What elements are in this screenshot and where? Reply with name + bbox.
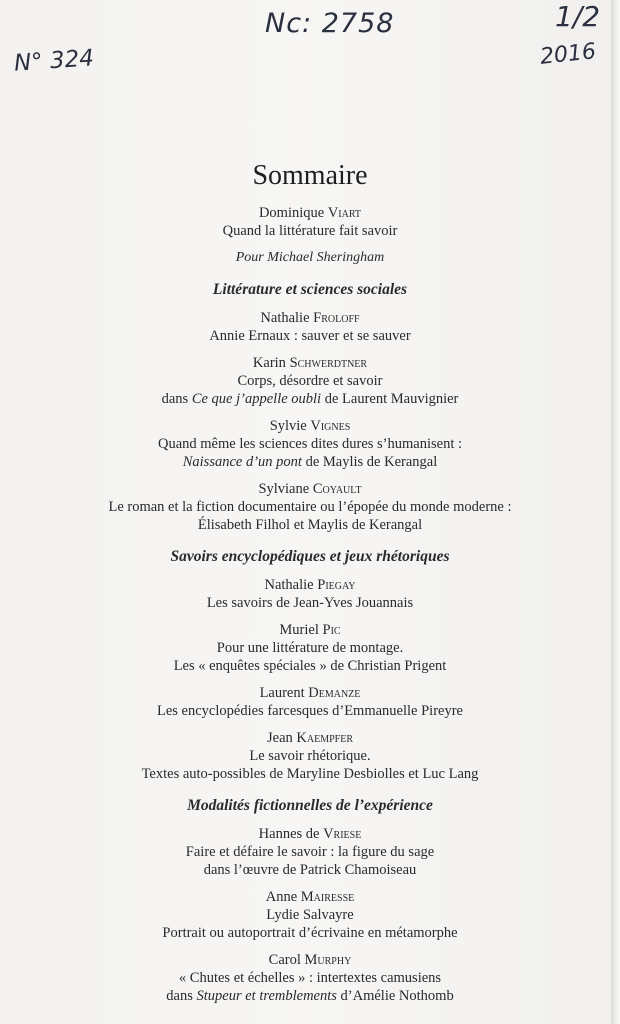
section-heading: Littérature et sciences sociales	[212, 281, 408, 298]
author-first-name: Jean	[267, 730, 297, 746]
article-title-line: Textes auto-possibles de Maryline Desbiolles et Luc Lang	[141, 766, 479, 782]
author-last-name: Coyault	[312, 481, 362, 497]
article-title-line: Les encyclopédies farcesques d’Emmanuelle Pireyre	[157, 703, 463, 719]
article-title-line: Pour une littérature de montage.	[216, 640, 404, 656]
toc-entry	[40, 480, 580, 534]
section-heading: Savoirs encyclopédiques et jeux rhétoriques	[170, 548, 450, 565]
author-last-name: Piegay	[317, 577, 356, 593]
author-first-name: Sylviane	[258, 481, 313, 497]
article-title-line: « Chutes et échelles » : intertextes camusiens	[178, 970, 442, 986]
article-title-line: Les savoirs de Jean-Yves Jouannais	[206, 595, 414, 611]
handwritten-year: 2016	[538, 39, 598, 70]
handwritten-issue-number: N° 324	[13, 45, 95, 77]
title-text: dans	[166, 988, 197, 1004]
author	[40, 621, 580, 639]
author-last-name: Murphy	[304, 952, 352, 968]
toc-entry	[40, 309, 580, 345]
author-last-name: Vignes	[310, 418, 351, 434]
author-first-name: Karin	[252, 355, 290, 371]
book-title: Naissance d’un pont	[182, 454, 302, 470]
title-text: de Maylis de Kerangal	[301, 454, 438, 470]
author	[40, 951, 580, 969]
article-title-line: Le savoir rhétorique.	[249, 748, 371, 764]
author	[40, 888, 580, 906]
sections	[40, 281, 580, 1005]
toc-entry	[40, 684, 580, 720]
author	[40, 354, 580, 372]
author-first-name: Laurent	[259, 685, 309, 701]
book-title: Stupeur et tremblements	[196, 988, 337, 1004]
article-title-line: Les « enquêtes spéciales » de Christian Prigent	[173, 658, 447, 674]
article-title-line: Portrait ou autoportrait d’écrivaine en métamorphe	[162, 925, 458, 941]
toc-entry	[40, 729, 580, 783]
author-last-name: Pic	[322, 622, 341, 638]
author-last-name: Froloff	[313, 310, 360, 326]
section-heading: Modalités fictionnelles de l’expérience	[187, 797, 433, 814]
title-text: dans	[161, 391, 192, 407]
author-first-name: Anne	[265, 889, 301, 905]
dedication: Pour Michael Sheringham	[235, 250, 385, 265]
article-title-line: Quand même les sciences dites dures s’humanisent :	[157, 436, 463, 452]
page-title: Sommaire	[252, 160, 368, 191]
author-first-name: Sylvie	[269, 418, 311, 434]
toc-entry	[40, 417, 580, 471]
author	[40, 480, 580, 498]
article-title-line: Annie Ernaux : sauver et se sauver	[209, 328, 411, 344]
article-title-line: Faire et défaire le savoir : la figure du sage	[185, 844, 435, 860]
toc-entry	[40, 621, 580, 675]
author	[40, 309, 580, 327]
author-first-name: Nathalie	[264, 577, 318, 593]
page-edge	[611, 0, 620, 1024]
author-first-name: Nathalie	[260, 310, 314, 326]
author-last-name: Schwerdtner	[289, 355, 368, 371]
article-title-line: Corps, désordre et savoir	[237, 373, 383, 389]
author	[40, 204, 580, 222]
article-title-line: Élisabeth Filhol et Maylis de Kerangal	[197, 517, 423, 533]
author	[40, 684, 580, 702]
handwritten-part: 1/2	[555, 0, 601, 33]
author-last-name: Kaempfer	[296, 730, 353, 746]
intro-entry	[40, 204, 580, 240]
author	[40, 417, 580, 435]
handwritten-call-number: Nc: 2758	[265, 8, 395, 39]
author-first-name: Muriel	[279, 622, 323, 638]
toc-entry	[40, 888, 580, 942]
article-title-line	[40, 987, 580, 1005]
author-last-name: Demanze	[308, 685, 361, 701]
article-title-line: dans l’œuvre de Patrick Chamoiseau	[203, 862, 417, 878]
article-title: Quand la littérature fait savoir	[222, 223, 398, 239]
author-first-name: Hannes de	[258, 826, 324, 842]
article-title-line: Le roman et la fiction documentaire ou l’épopée du monde moderne :	[108, 499, 512, 515]
book-title: Ce que j’appelle oubli	[191, 391, 322, 407]
author	[40, 576, 580, 594]
article-title-line	[40, 453, 580, 471]
title-text: de Laurent Mauvignier	[321, 391, 459, 407]
author-first-name: Dominique	[258, 205, 325, 221]
author-last-name: Vriese	[323, 826, 362, 842]
author-last-name: Mairesse	[300, 889, 355, 905]
author-first-name: Carol	[268, 952, 305, 968]
toc-entry	[40, 354, 580, 408]
toc-entry	[40, 951, 580, 1005]
toc-entry	[40, 825, 580, 879]
author	[40, 729, 580, 747]
author	[40, 825, 580, 843]
article-title-line: Lydie Salvayre	[266, 907, 354, 923]
article-title-line	[40, 390, 580, 408]
table-of-contents	[40, 160, 580, 1014]
toc-entry	[40, 576, 580, 612]
author-last-name: Viart	[327, 205, 362, 221]
title-text: d’Amélie Nothomb	[336, 988, 454, 1004]
